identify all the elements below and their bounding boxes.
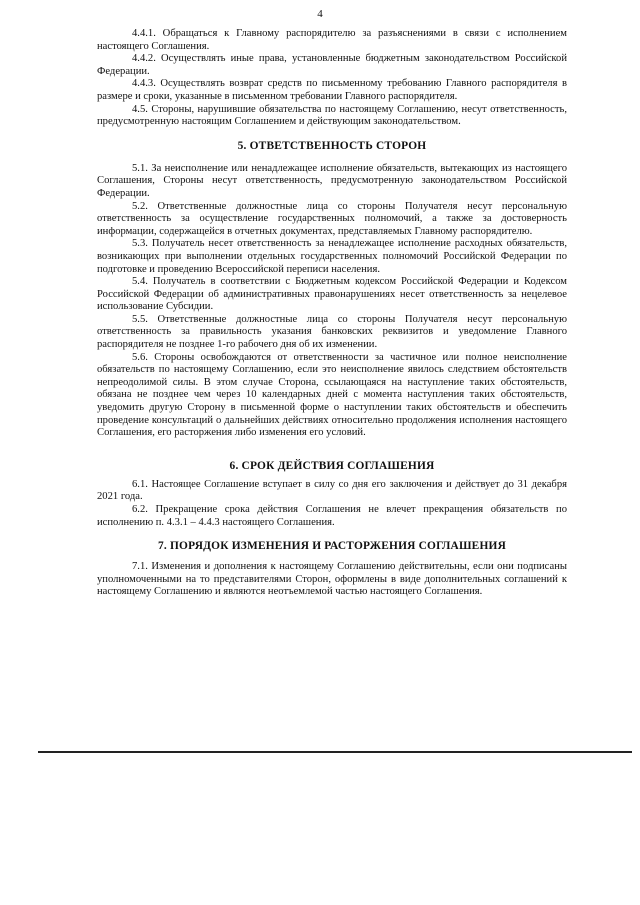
- clause-5-4: 5.4. Получатель в соответствии с Бюджетным кодексом Российской Федерации и Кодексом Российской Федерации об административных правонарушениях несет ответственность за нецелевое использование Субсидии.: [97, 276, 567, 313]
- document-body: [97, 28, 567, 599]
- section-heading-5: 5. ОТВЕТСТВЕННОСТЬ СТОРОН: [237, 139, 427, 152]
- clause-5-2: 5.2. Ответственные должностные лица со стороны Получателя несут персональную ответственность за осуществление государственных полномочий, а также за достоверность информации, содержащейся в отчетных документах, представляемых Главному распорядителю.: [97, 200, 567, 237]
- clause-5-6: 5.6. Стороны освобождаются от ответственности за частичное или полное неисполнение обязательств по настоящему Соглашению, если это неисполнение явилось следствием обстоятельств непреодолимой силы. В этом случае Сторона, ссылающаяся на наступление таких обстоятельств, обязана не позднее чем через 10 календарных дней с момента наступления таких обстоятельств, уведомить другую Сторону в письменной форме о наступлении таких обстоятельств и обеспечить проведение консультаций о дальнейших действиях относительно продолжения исполнения настоящего Соглашения, его расторжения либо изменения его условий.: [97, 351, 567, 439]
- clause-5-1: 5.1. За неисполнение или ненадлежащее исполнение обязательств, вытекающих из настоящего Соглашения, Стороны несут ответственность, предусмотренную законодательством Российской Федерации.: [97, 162, 567, 199]
- page-number: 4: [317, 8, 323, 20]
- section-heading-6: 6. СРОК ДЕЙСТВИЯ СОГЛАШЕНИЯ: [229, 459, 435, 472]
- clause-5-5: 5.5. Ответственные должностные лица со стороны Получателя несут персональную ответственность за правильность указания банковских реквизитов и уведомление Главного распорядителя не позднее 1-го рабочего дня об их изменении.: [97, 313, 567, 351]
- clause-4-4-2: 4.4.2. Осуществлять иные права, установленные бюджетным законодательством Российской Федерации.: [97, 53, 567, 77]
- page-bottom-rule: [38, 751, 632, 753]
- clause-4-5: 4.5. Стороны, нарушившие обязательства по настоящему Соглашению, несут ответственность, предусмотренную настоящим Соглашением и действующим законодательством.: [97, 103, 567, 128]
- clause-4-4-3: 4.4.3. Осуществлять возврат средств по письменному требованию Главного распорядителя в размере и сроки, указанные в письменном требовании Главного распорядителя.: [97, 78, 567, 102]
- section-heading-7: 7. ПОРЯДОК ИЗМЕНЕНИЯ И РАСТОРЖЕНИЯ СОГЛАШЕНИЯ: [158, 540, 506, 553]
- clause-6-2: 6.2. Прекращение срока действия Соглашения не влечет прекращения обязательств по исполнению п. 4.3.1 – 4.4.3 настоящего Соглашения.: [97, 504, 567, 528]
- clause-5-3: 5.3. Получатель несет ответственность за ненадлежащее исполнение расходных обязательств, возникающих при выполнении отдельных государственных полномочий Российской Федерации по подготовке и проведению Всероссийской переписи населения.: [97, 238, 567, 275]
- clause-4-4-1: 4.4.1. Обращаться к Главному распорядителю за разъяснениями в связи с исполнением настоящего Соглашения.: [97, 28, 567, 52]
- clause-6-1: 6.1. Настоящее Соглашение вступает в силу со дня его заключения и действует до 31 декабря 2021 года.: [97, 478, 567, 503]
- clause-7-1: 7.1. Изменения и дополнения к настоящему Соглашению действительны, если они подписаны уполномоченными на то представителями Сторон, оформлены в виде дополнительных соглашений к настоящему Соглашению и являются неотъемлемой частью настоящего Соглашения.: [97, 561, 567, 598]
